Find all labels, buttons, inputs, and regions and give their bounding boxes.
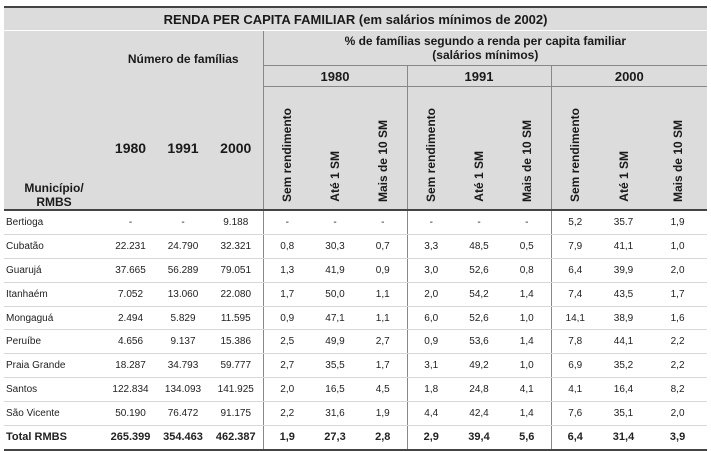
municipio-name: Guarujá bbox=[4, 258, 104, 282]
table-cell: 39,4 bbox=[455, 426, 503, 450]
table-cell: 13.060 bbox=[157, 282, 209, 306]
table-cell: 47,1 bbox=[311, 306, 359, 330]
table-cell: 9.137 bbox=[157, 330, 209, 354]
table-cell: 1,7 bbox=[359, 354, 407, 378]
table-cell: 32.321 bbox=[209, 234, 263, 258]
table-cell: 354.463 bbox=[157, 426, 209, 450]
municipio-name: Santos bbox=[4, 378, 104, 402]
municipio-name: Total RMBS bbox=[4, 426, 104, 450]
table-cell: 1,9 bbox=[359, 402, 407, 426]
table-cell: 2,2 bbox=[648, 330, 707, 354]
table-cell: 2,0 bbox=[648, 402, 707, 426]
table-cell: 49,9 bbox=[311, 330, 359, 354]
table-cell: 0,9 bbox=[263, 306, 311, 330]
table-cell: 44,1 bbox=[599, 330, 648, 354]
municipio-name: Peruíbe bbox=[4, 330, 104, 354]
table-cell: 7.052 bbox=[104, 282, 157, 306]
table-cell: 1,4 bbox=[503, 402, 551, 426]
table-cell: 59.777 bbox=[209, 354, 263, 378]
table-body bbox=[4, 210, 707, 450]
table-cell: 6,9 bbox=[551, 354, 599, 378]
municipio-name: Itanhaém bbox=[4, 282, 104, 306]
table-cell: 3,0 bbox=[407, 258, 455, 282]
table-cell: 76.472 bbox=[157, 402, 209, 426]
table-cell: 35.7 bbox=[599, 210, 648, 234]
table-cell: 1,9 bbox=[263, 426, 311, 450]
table-cell: 91.175 bbox=[209, 402, 263, 426]
table-cell: 1,7 bbox=[648, 282, 707, 306]
table-cell: - bbox=[157, 210, 209, 234]
municipio-header bbox=[4, 31, 104, 211]
table-row bbox=[4, 306, 707, 330]
municipio-label-line1: Município/ bbox=[24, 181, 84, 195]
table-cell: 0,5 bbox=[503, 234, 551, 258]
table-cell: 42,4 bbox=[455, 402, 503, 426]
table-cell: 1,4 bbox=[503, 282, 551, 306]
table-cell: 52,6 bbox=[455, 258, 503, 282]
table-cell: 3,9 bbox=[648, 426, 707, 450]
table-row bbox=[4, 354, 707, 378]
table-cell: 2,0 bbox=[648, 258, 707, 282]
table-cell: 48,5 bbox=[455, 234, 503, 258]
table-cell: 3,3 bbox=[407, 234, 455, 258]
table-cell: 31,6 bbox=[311, 402, 359, 426]
table-cell: 56.289 bbox=[157, 258, 209, 282]
table-cell: 50,0 bbox=[311, 282, 359, 306]
table-cell: 4,5 bbox=[359, 378, 407, 402]
table-cell: 1,7 bbox=[263, 282, 311, 306]
table-cell: 5.829 bbox=[157, 306, 209, 330]
table-cell: - bbox=[311, 210, 359, 234]
table-cell: 2.494 bbox=[104, 306, 157, 330]
table-cell: 1,1 bbox=[359, 306, 407, 330]
municipio-name: São Vicente bbox=[4, 402, 104, 426]
table-cell: 7,8 bbox=[551, 330, 599, 354]
table-cell: 30,3 bbox=[311, 234, 359, 258]
table-cell: 134.093 bbox=[157, 378, 209, 402]
table-cell: 11.595 bbox=[209, 306, 263, 330]
table-cell: 39,9 bbox=[599, 258, 648, 282]
table-cell: 5,2 bbox=[551, 210, 599, 234]
municipio-name: Praia Grande bbox=[4, 354, 104, 378]
table-cell: 22.080 bbox=[209, 282, 263, 306]
table-cell: 4,1 bbox=[503, 378, 551, 402]
table-cell: 8,2 bbox=[648, 378, 707, 402]
pct-header-line1: % de famílias segundo a renda per capita familiar bbox=[263, 31, 707, 49]
table-cell: 462.387 bbox=[209, 426, 263, 450]
table-cell: 41,1 bbox=[599, 234, 648, 258]
table-cell: 122.834 bbox=[104, 378, 157, 402]
table-cell: - bbox=[104, 210, 157, 234]
col-1980-sem-rendimento: Sem rendimento bbox=[263, 87, 311, 211]
municipio-label-line2: RMBS bbox=[36, 195, 72, 209]
municipio-name: Bertioga bbox=[4, 210, 104, 234]
table-row bbox=[4, 210, 707, 234]
table-cell: 6,4 bbox=[551, 258, 599, 282]
year-header-2000: 2000 bbox=[551, 66, 707, 87]
table-cell: 1,0 bbox=[648, 234, 707, 258]
table-cell: 50.190 bbox=[104, 402, 157, 426]
table-cell: - bbox=[359, 210, 407, 234]
table-cell: 1,8 bbox=[407, 378, 455, 402]
table-cell: 31,4 bbox=[599, 426, 648, 450]
table-row bbox=[4, 402, 707, 426]
year-header-1980: 1980 bbox=[263, 66, 407, 87]
municipio-name: Cubatão bbox=[4, 234, 104, 258]
table-cell: 41,9 bbox=[311, 258, 359, 282]
table-cell: 2,0 bbox=[407, 282, 455, 306]
municipio-name: Mongaguá bbox=[4, 306, 104, 330]
table-cell: 6,4 bbox=[551, 426, 599, 450]
table-cell: 53,6 bbox=[455, 330, 503, 354]
table-cell: 22.231 bbox=[104, 234, 157, 258]
table-cell: 27,3 bbox=[311, 426, 359, 450]
table-cell: 5,6 bbox=[503, 426, 551, 450]
table-row bbox=[4, 282, 707, 306]
table-cell: 2,5 bbox=[263, 330, 311, 354]
table-cell: 3,1 bbox=[407, 354, 455, 378]
table-row bbox=[4, 378, 707, 402]
table-cell: 38,9 bbox=[599, 306, 648, 330]
table-cell: 16,5 bbox=[311, 378, 359, 402]
table-cell: 79.051 bbox=[209, 258, 263, 282]
table-cell: 0,8 bbox=[263, 234, 311, 258]
table-cell: 0,9 bbox=[359, 258, 407, 282]
table-cell: 0,7 bbox=[359, 234, 407, 258]
table-cell: 141.925 bbox=[209, 378, 263, 402]
col-2000-sem-rendimento: Sem rendimento bbox=[551, 87, 599, 211]
table-cell: 14,1 bbox=[551, 306, 599, 330]
income-table bbox=[4, 6, 707, 451]
table-cell: 1,0 bbox=[503, 306, 551, 330]
col-1991-mais-10-sm: Mais de 10 SM bbox=[503, 87, 551, 211]
table-cell: 0,9 bbox=[407, 330, 455, 354]
table-cell: 2,2 bbox=[263, 402, 311, 426]
col-1991-ate-1-sm: Até 1 SM bbox=[455, 87, 503, 211]
table-cell: 54,2 bbox=[455, 282, 503, 306]
table-cell: 265.399 bbox=[104, 426, 157, 450]
table-cell: 1,4 bbox=[503, 330, 551, 354]
table-cell: 37.665 bbox=[104, 258, 157, 282]
table-cell: 2,0 bbox=[263, 378, 311, 402]
pct-header-line2: (salários mínimos) bbox=[263, 48, 707, 66]
table-row bbox=[4, 258, 707, 282]
table-cell: - bbox=[455, 210, 503, 234]
year-header-1991: 1991 bbox=[407, 66, 551, 87]
table-cell: 35,2 bbox=[599, 354, 648, 378]
table-cell: 16,4 bbox=[599, 378, 648, 402]
table-cell: 15.386 bbox=[209, 330, 263, 354]
table-cell: 24.790 bbox=[157, 234, 209, 258]
table-cell: 9.188 bbox=[209, 210, 263, 234]
table-cell: 18.287 bbox=[104, 354, 157, 378]
table-cell: 1,3 bbox=[263, 258, 311, 282]
table-cell: 4.656 bbox=[104, 330, 157, 354]
table-cell: 1,6 bbox=[648, 306, 707, 330]
table-cell: 7,6 bbox=[551, 402, 599, 426]
col-1980-ate-1-sm: Até 1 SM bbox=[311, 87, 359, 211]
table-cell: 2,9 bbox=[407, 426, 455, 450]
table-row bbox=[4, 234, 707, 258]
table-cell: 43,5 bbox=[599, 282, 648, 306]
table-cell: 2,2 bbox=[648, 354, 707, 378]
table-cell: 49,2 bbox=[455, 354, 503, 378]
table-cell: 1,1 bbox=[359, 282, 407, 306]
table-cell: 2,8 bbox=[359, 426, 407, 450]
table-cell: 2,7 bbox=[263, 354, 311, 378]
table-title: RENDA PER CAPITA FAMILIAR (em salários mínimos de 2002) bbox=[4, 7, 707, 31]
table-cell: - bbox=[407, 210, 455, 234]
table-cell: 2,7 bbox=[359, 330, 407, 354]
num-familias-header: Número de famílias bbox=[104, 31, 263, 87]
table-row bbox=[4, 330, 707, 354]
total-row bbox=[4, 426, 707, 450]
table-cell: - bbox=[503, 210, 551, 234]
table-cell: 7,4 bbox=[551, 282, 599, 306]
table-cell: 0,8 bbox=[503, 258, 551, 282]
table-cell: 35,1 bbox=[599, 402, 648, 426]
num-year-1991: 1991 bbox=[157, 87, 209, 211]
col-2000-ate-1-sm: Até 1 SM bbox=[599, 87, 648, 211]
table-cell: 24,8 bbox=[455, 378, 503, 402]
table-cell: 4,1 bbox=[551, 378, 599, 402]
table-cell: 1,0 bbox=[503, 354, 551, 378]
col-2000-mais-10-sm: Mais de 10 SM bbox=[648, 87, 707, 211]
table-cell: 1,9 bbox=[648, 210, 707, 234]
num-year-2000: 2000 bbox=[209, 87, 263, 211]
table-cell: 6,0 bbox=[407, 306, 455, 330]
num-year-1980: 1980 bbox=[104, 87, 157, 211]
table-cell: 4,4 bbox=[407, 402, 455, 426]
table-cell: 7,9 bbox=[551, 234, 599, 258]
table-cell: - bbox=[263, 210, 311, 234]
table-cell: 52,6 bbox=[455, 306, 503, 330]
table-cell: 35,5 bbox=[311, 354, 359, 378]
table-cell: 34.793 bbox=[157, 354, 209, 378]
col-1980-mais-10-sm: Mais de 10 SM bbox=[359, 87, 407, 211]
col-1991-sem-rendimento: Sem rendimento bbox=[407, 87, 455, 211]
